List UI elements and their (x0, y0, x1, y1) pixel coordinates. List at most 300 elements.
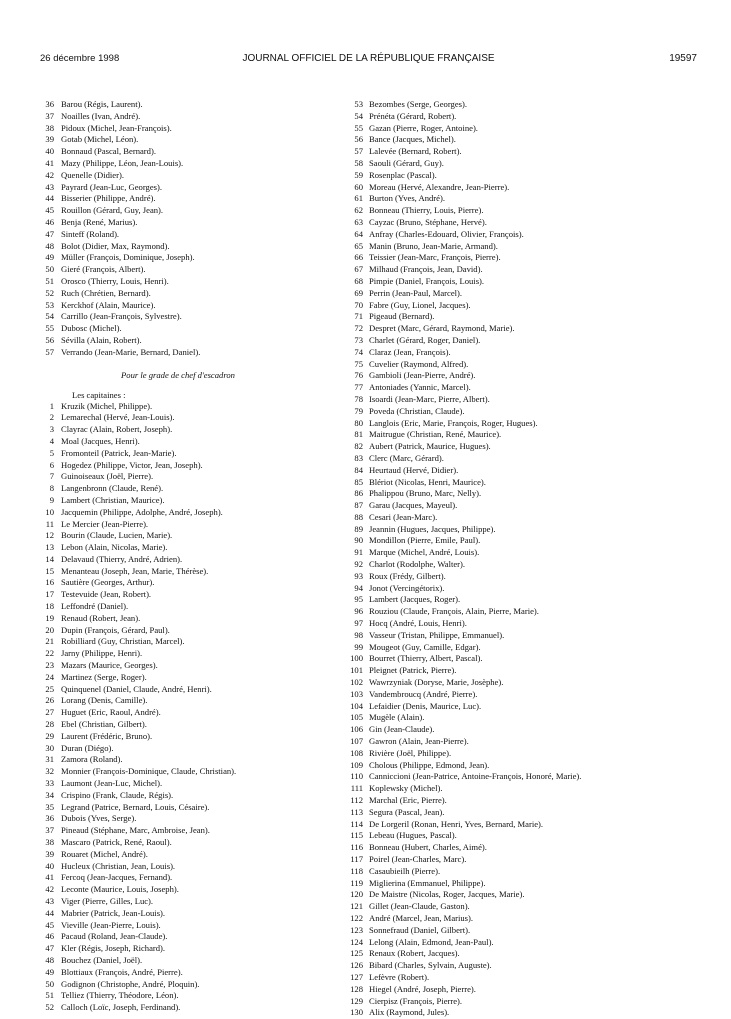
list-item (45, 896, 358, 908)
list-item (45, 110, 358, 123)
entry-name: Lemarechal (Hervé, Jean-Louis). (61, 412, 175, 423)
list-item (45, 99, 358, 111)
entry-name: Bonneau (Hubert, Charles, Aimé). (369, 842, 487, 853)
entry-number: 100 (350, 653, 363, 664)
entry-name: Guinoiseaux (Joël, Pierre). (61, 471, 154, 482)
entry-name: Vasseur (Tristan, Philippe, Emmanuel). (369, 629, 505, 640)
list-item (354, 240, 707, 253)
entry-number: 29 (45, 730, 54, 741)
entry-name: Kruzik (Michel, Philippe). (61, 400, 153, 411)
entry-name: Marchal (Eric, Pierre). (369, 795, 447, 806)
list-item (45, 169, 358, 182)
list-item (45, 990, 358, 1002)
entry-number: 49 (45, 252, 54, 263)
list-item (350, 842, 707, 854)
list-item (45, 683, 358, 696)
entry-name: Pidoux (Michel, Jean-François). (61, 122, 172, 133)
entry-number: 83 (354, 452, 363, 463)
list-item (45, 671, 358, 684)
entry-number: 46 (45, 216, 54, 227)
entry-name: Pacaud (Roland, Jean-Claude). (61, 931, 168, 942)
entry-name: Renaud (Robert, Jean). (61, 612, 141, 623)
entry-number: 45 (45, 919, 54, 930)
entry-name: Payrard (Jean-Luc, Georges). (61, 181, 163, 192)
list-item (354, 169, 707, 182)
list-item (354, 228, 707, 241)
entry-name: André (Marcel, Jean, Marius). (369, 912, 474, 923)
entry-number: 130 (350, 1007, 363, 1018)
list-item (354, 216, 707, 229)
entry-number: 20 (45, 624, 54, 635)
entry-name: Clayrac (Alain, Robert, Joseph). (61, 424, 173, 435)
entry-name: Bonneau (Thierry, Louis, Pierre). (369, 205, 484, 216)
entry-number: 52 (45, 287, 54, 298)
entry-number: 77 (354, 382, 363, 393)
entry-name: Miglierina (Emmanuel, Philippe). (369, 877, 486, 888)
entry-number: 84 (354, 464, 363, 475)
entry-number: 7 (49, 471, 54, 482)
entry-number: 69 (354, 287, 363, 298)
entry-number: 110 (350, 771, 363, 782)
entry-name: Hocq (André, Louis, Henri). (369, 618, 467, 629)
entry-number: 42 (45, 169, 54, 180)
entry-name: Leconte (Maurice, Louis, Joseph). (61, 884, 179, 895)
entry-number: 38 (45, 122, 54, 133)
list-item (45, 848, 358, 861)
list-item (45, 825, 358, 837)
list-item (350, 795, 707, 807)
list-item (354, 287, 707, 300)
list-item (45, 966, 358, 979)
list-item (45, 801, 358, 814)
list-continuation (45, 99, 358, 359)
entry-number: 125 (350, 948, 363, 959)
list-item (354, 500, 707, 512)
entry-number: 99 (354, 641, 363, 652)
entry-name: Gawron (Alain, Jean-Pierre). (369, 736, 469, 747)
list-item (350, 948, 707, 960)
entry-name: Mougeot (Guy, Camille, Edgar). (369, 641, 481, 652)
entry-number: 116 (350, 842, 363, 853)
entry-number: 105 (350, 712, 363, 723)
list-item (45, 334, 358, 347)
list-item (49, 412, 358, 424)
list-item (354, 252, 707, 264)
list-item (350, 724, 707, 736)
page-number: 19597 (669, 53, 697, 64)
entry-number: 126 (350, 960, 363, 971)
entry-number: 3 (49, 424, 54, 435)
list-item (354, 358, 707, 371)
entry-number: 93 (354, 570, 363, 581)
entry-number: 52 (45, 1002, 54, 1013)
entry-name: Mugèle (Alain). (369, 712, 425, 723)
entry-number: 46 (45, 931, 54, 942)
entry-name: Isoardi (Jean-Marc, Pierre, Albert). (369, 393, 490, 404)
entry-number: 78 (354, 393, 363, 404)
entry-name: Verrando (Jean-Marie, Bernard, Daniel). (61, 346, 201, 357)
entry-name: Carrillo (Jean-François, Sylvestre). (61, 311, 182, 322)
list-item (350, 889, 707, 901)
entry-number: 57 (45, 346, 54, 357)
entry-number: 55 (354, 122, 363, 133)
entry-number: 28 (45, 719, 54, 730)
entry-name: Blériot (Nicolas, Henri, Maurice). (369, 476, 486, 487)
entry-number: 13 (45, 542, 54, 553)
list-item (350, 700, 707, 713)
entry-number: 66 (354, 252, 363, 263)
entry-name: Claraz (Jean, François). (369, 346, 451, 357)
entry-name: Bouchez (Daniel, Joël). (61, 954, 143, 965)
list-item (45, 252, 358, 264)
entry-name: Moal (Jacques, Henri). (61, 435, 140, 446)
list-item (350, 854, 707, 866)
list-item (45, 695, 358, 707)
list-item (45, 518, 358, 531)
entry-name: Hucleux (Christian, Jean, Louis). (61, 860, 176, 871)
entry-name: Sautière (Georges, Arthur). (61, 577, 155, 588)
list-item (45, 884, 358, 896)
entry-name: Rosenplac (Pascal). (369, 169, 437, 180)
list-item (45, 311, 358, 323)
entry-name: Milhaud (François, Jean, David). (369, 264, 483, 275)
list-item (45, 240, 358, 253)
entry-number: 43 (45, 181, 54, 192)
list-item (45, 134, 358, 146)
entry-name: Anfray (Charles-Edouard, Olivier, François). (369, 228, 524, 239)
entry-name: Moreau (Hervé, Alexandre, Jean-Pierre). (369, 181, 510, 192)
entry-name: Duran (Diégo). (61, 742, 114, 753)
entry-name: Saouli (Gérard, Guy). (369, 157, 444, 168)
entry-number: 31 (45, 754, 54, 765)
entry-number: 35 (45, 801, 54, 812)
entry-number: 60 (354, 181, 363, 192)
list-item (49, 424, 358, 436)
list-item (45, 287, 358, 300)
entry-name: Canniccioni (Jean-Patrice, Antoine-François, Honoré, Marie). (369, 771, 582, 782)
entry-number: 112 (350, 795, 363, 806)
list-chef-escadron (45, 400, 358, 1014)
entry-name: Teissier (Jean-Marc, François, Pierre). (369, 252, 501, 263)
list-item (350, 783, 707, 795)
entry-name: Sinteff (Roland). (61, 228, 120, 239)
entry-number: 101 (350, 665, 363, 676)
entry-name: Gieré (François, Albert). (61, 264, 146, 275)
entry-number: 55 (45, 323, 54, 334)
entry-number: 81 (354, 429, 363, 440)
entry-name: Pigeaud (Bernard). (369, 311, 435, 322)
entry-number: 56 (45, 334, 54, 345)
list-item (354, 594, 707, 606)
entry-name: Leffondré (Daniel). (61, 601, 129, 612)
list-item (45, 565, 358, 578)
entry-number: 76 (354, 370, 363, 381)
list-item (45, 707, 358, 719)
list-item (45, 601, 358, 613)
entry-number: 37 (45, 825, 54, 836)
entry-name: Ruch (Chrétien, Bernard). (61, 287, 151, 298)
entry-number: 34 (45, 789, 54, 800)
entry-name: Fromonteil (Patrick, Jean-Marie). (61, 447, 177, 458)
list-item (350, 912, 707, 925)
entry-number: 91 (354, 547, 363, 558)
entry-number: 48 (45, 954, 54, 965)
entry-name: Bourret (Thierry, Albert, Pascal). (369, 653, 483, 664)
entry-number: 8 (49, 483, 54, 494)
list-item (45, 766, 358, 778)
entry-number: 2 (49, 412, 54, 423)
entry-name: Godignon (Christophe, André, Ploquin). (61, 978, 200, 989)
list-item (354, 417, 707, 430)
entry-name: Heurtaud (Hervé, Didier). (369, 464, 459, 475)
list-item (354, 429, 707, 441)
entry-number: 92 (354, 559, 363, 570)
entry-number: 56 (354, 134, 363, 145)
list-item (354, 441, 707, 453)
entry-number: 59 (354, 169, 363, 180)
entry-number: 42 (45, 884, 54, 895)
list-item (354, 547, 707, 559)
entry-number: 30 (45, 742, 54, 753)
entry-name: Pineaud (Stéphane, Marc, Ambroise, Jean). (61, 825, 210, 836)
header-title: JOURNAL OFFICIEL DE LA RÉPUBLIQUE FRANÇAISE (242, 53, 495, 64)
entry-name: Garau (Jacques, Mayeul). (369, 500, 458, 511)
list-item (45, 931, 358, 943)
entry-number: 58 (354, 157, 363, 168)
list-item (354, 157, 707, 170)
list-item (49, 494, 358, 507)
entry-number: 39 (45, 134, 54, 145)
entry-number: 51 (45, 990, 54, 1001)
entry-number: 10 (45, 506, 54, 517)
list-item (45, 919, 358, 932)
entry-name: Dubois (Yves, Serge). (61, 813, 137, 824)
entry-number: 32 (45, 766, 54, 777)
entry-number: 44 (45, 907, 54, 918)
list-item (354, 110, 707, 123)
list-item (354, 476, 707, 489)
entry-name: Burton (Yves, André). (369, 193, 445, 204)
entry-number: 106 (350, 724, 363, 735)
entry-number: 25 (45, 683, 54, 694)
entry-number: 123 (350, 924, 363, 935)
entry-number: 23 (45, 660, 54, 671)
entry-name: Jeannin (Hugues, Jacques, Philippe). (369, 523, 496, 534)
list-item (354, 618, 707, 630)
entry-name: Segura (Pascal, Jean). (369, 806, 445, 817)
entry-number: 12 (45, 530, 54, 541)
list-item (354, 582, 707, 595)
entry-name: Noailles (Ivan, André). (61, 110, 141, 121)
list-item (350, 818, 707, 831)
entry-number: 64 (354, 228, 363, 239)
entry-name: Testevuide (Jean, Robert). (61, 589, 152, 600)
list-item (49, 471, 358, 483)
entry-name: Roux (Frédy, Gilbert). (369, 570, 446, 581)
entry-name: Mascaro (Patrick, René, Raoul). (61, 837, 172, 848)
list-item (350, 759, 707, 772)
entry-number: 24 (45, 671, 54, 682)
entry-number: 115 (350, 830, 363, 841)
entry-number: 88 (354, 511, 363, 522)
list-item (354, 535, 707, 547)
entry-number: 85 (354, 476, 363, 487)
entry-name: Vandembroucq (André, Pierre). (369, 688, 478, 699)
entry-number: 129 (350, 995, 363, 1006)
entry-number: 26 (45, 695, 54, 706)
entry-name: Fercoq (Jean-Jacques, Fernand). (61, 872, 173, 883)
entry-name: Poveda (Christian, Claude). (369, 405, 465, 416)
entry-number: 71 (354, 311, 363, 322)
entry-number: 113 (350, 806, 363, 817)
list-item (49, 400, 358, 413)
entry-number: 1 (49, 400, 54, 411)
entry-number: 80 (354, 417, 363, 428)
entry-name: Bonnaud (Pascal, Bernard). (61, 146, 156, 157)
list-item (45, 1002, 358, 1014)
entry-number: 117 (350, 854, 363, 864)
list-item (45, 589, 358, 601)
entry-name: Cierpisz (François, Pierre). (369, 995, 463, 1006)
entry-name: Telliez (Thierry, Théodore, Léon). (61, 990, 179, 1001)
entry-number: 49 (45, 966, 54, 977)
entry-name: Rivière (Joël, Philippe). (369, 747, 452, 758)
right-column (350, 99, 707, 1019)
entry-number: 89 (354, 523, 363, 534)
entry-name: Jonot (Vercingétorix). (369, 582, 445, 593)
entry-name: Prénéta (Gérard, Robert). (369, 110, 457, 121)
entry-number: 14 (45, 553, 54, 564)
list-item (350, 924, 707, 937)
list-item (350, 971, 707, 984)
entry-name: Martinez (Serge, Roger). (61, 671, 147, 682)
entry-name: Lambert (Christian, Maurice). (61, 494, 165, 505)
entry-name: Lalevée (Bernard, Robert). (369, 146, 462, 157)
entry-number: 54 (354, 110, 363, 121)
list-item (45, 299, 358, 312)
entry-name: Huguet (Eric, Raoul, André). (61, 707, 161, 718)
entry-name: Vieville (Jean-Pierre, Louis). (61, 919, 161, 930)
list-item (45, 506, 358, 519)
entry-name: Cayzac (Bruno, Stéphane, Hervé). (369, 216, 487, 227)
entry-name: Rouillon (Gérard, Guy, Jean). (61, 205, 164, 216)
entry-number: 124 (350, 936, 363, 947)
list-item (350, 736, 707, 748)
entry-name: Calloch (Loïc, Joseph, Ferdinand). (61, 1002, 181, 1013)
entry-number: 6 (49, 459, 54, 470)
list-item (354, 323, 707, 335)
list-item (354, 275, 707, 288)
entry-name: Legrand (Patrice, Bernard, Louis, Césaire). (61, 801, 210, 812)
list-item (49, 483, 358, 495)
entry-number: 50 (45, 978, 54, 989)
entry-number: 4 (49, 435, 54, 446)
list-item (354, 641, 707, 654)
entry-name: Jarny (Philippe, Henri). (61, 648, 143, 659)
list-item (354, 405, 707, 418)
list-item (354, 511, 707, 524)
entry-name: Lelong (Alain, Edmond, Jean-Paul). (369, 936, 494, 947)
entry-number: 111 (350, 783, 363, 794)
list-item (45, 612, 358, 625)
subheading: Les capitaines : (72, 389, 126, 400)
entry-name: Delavaud (Thierry, André, Adrien). (61, 553, 183, 564)
list-item (350, 1007, 707, 1019)
entry-name: Mondillon (Pierre, Emile, Paul). (369, 535, 481, 546)
entry-name: Bibard (Charles, Sylvain, Auguste). (369, 960, 492, 971)
entry-number: 75 (354, 358, 363, 369)
entry-number: 95 (354, 594, 363, 605)
list-item (45, 636, 358, 648)
list-item (45, 577, 358, 589)
entry-number: 21 (45, 636, 54, 647)
entry-number: 54 (45, 311, 54, 322)
list-item (49, 435, 358, 448)
entry-name: Bolot (Didier, Max, Raymond). (61, 240, 170, 251)
list-chef-escadron-continued (350, 99, 707, 1019)
entry-name: Jacquemin (Philippe, Adolphe, André, Joseph). (61, 506, 223, 517)
entry-name: Lorang (Denis, Camille). (61, 695, 148, 706)
entry-number: 22 (45, 648, 54, 659)
list-item (45, 216, 358, 229)
entry-name: Pimpie (Daniel, François, Louis). (369, 275, 485, 286)
entry-name: Wawrzyniak (Doryse, Marie, Josèphe). (369, 677, 504, 688)
entry-number: 108 (350, 747, 363, 758)
list-item (350, 712, 707, 724)
entry-number: 119 (350, 877, 363, 888)
entry-name: Phalippou (Bruno, Marc, Nelly). (369, 488, 482, 499)
entry-number: 62 (354, 205, 363, 216)
entry-name: Marque (Michel, André, Louis). (369, 547, 480, 558)
section-title: Pour le grade de chef d'escadron (121, 369, 235, 380)
entry-name: Perrin (Jean-Paul, Marcel). (369, 287, 463, 298)
entry-name: Zamora (Roland). (61, 754, 123, 765)
entry-number: 79 (354, 405, 363, 416)
entry-number: 102 (350, 677, 363, 688)
entry-number: 17 (45, 589, 54, 600)
entry-name: Gin (Jean-Claude). (369, 724, 435, 735)
entry-number: 48 (45, 240, 54, 251)
entry-number: 96 (354, 606, 363, 617)
list-item (350, 747, 707, 760)
list-item (49, 447, 358, 460)
list-item (45, 323, 358, 335)
entry-name: Gazan (Pierre, Roger, Antoine). (369, 122, 478, 133)
entry-number: 67 (354, 264, 363, 275)
entry-name: Laumont (Jean-Luc, Michel). (61, 778, 163, 789)
list-item (45, 122, 358, 135)
entry-number: 16 (45, 577, 54, 588)
entry-number: 11 (45, 518, 54, 529)
entry-number: 19 (45, 612, 54, 623)
entry-name: Bezombes (Serge, Georges). (369, 99, 468, 109)
list-item (45, 660, 358, 672)
entry-number: 128 (350, 983, 363, 994)
entry-name: Lefèvre (Robert). (369, 971, 430, 982)
list-item (45, 193, 358, 205)
list-item (354, 311, 707, 323)
list-item (354, 334, 707, 347)
list-item (354, 523, 707, 536)
entry-name: Lambert (Jacques, Roger). (369, 594, 461, 605)
list-item (350, 901, 707, 913)
list-item (45, 146, 358, 158)
entry-name: De Maistre (Nicolas, Roger, Jacques, Marie). (369, 889, 525, 900)
list-item (354, 122, 707, 135)
entry-name: Antoniades (Yannic, Marcel). (369, 382, 471, 393)
entry-name: Gotab (Michel, Léon). (61, 134, 139, 145)
entry-name: Monnier (François-Dominique, Claude, Christian). (61, 766, 237, 777)
